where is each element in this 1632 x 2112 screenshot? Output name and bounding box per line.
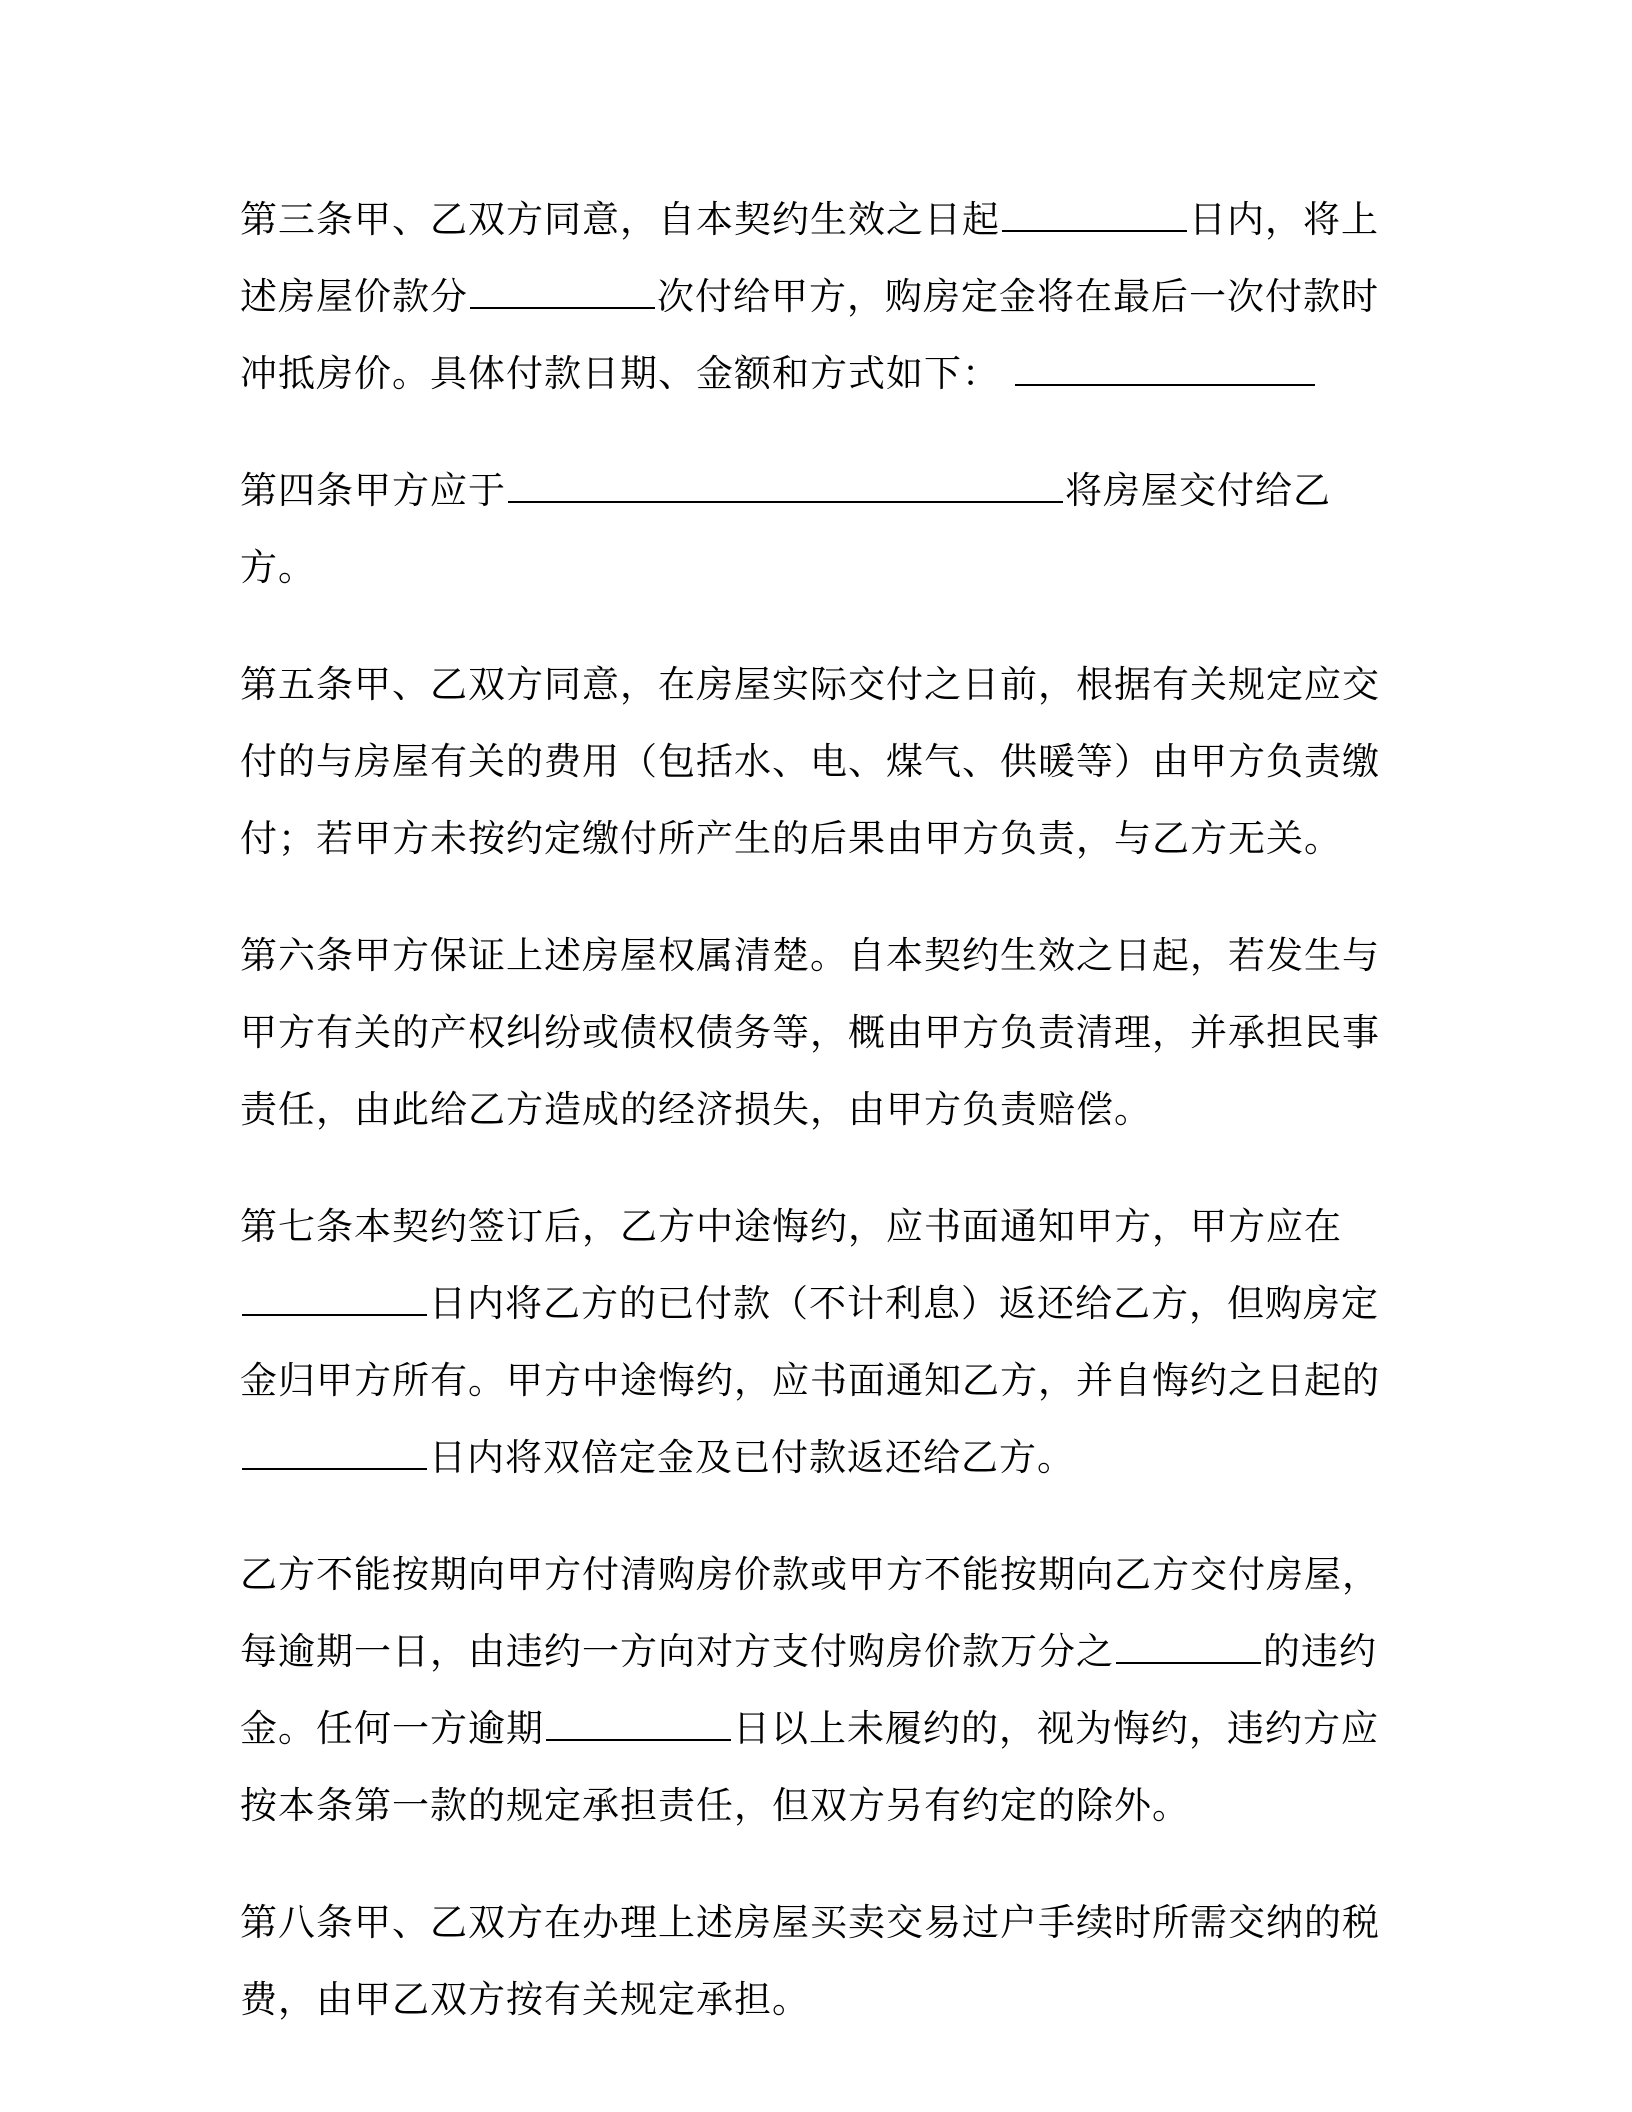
blank-field[interactable] (242, 1442, 427, 1470)
article-8 (240, 1884, 1400, 2038)
blank-field[interactable] (242, 1288, 427, 1316)
article-4-text-b: 将房屋交付给乙方。 (240, 469, 1331, 589)
article-7-text-c: 日内将双倍定金及已付款返还给乙方。 (429, 1436, 1075, 1479)
article-3-text-a: 第三条甲、乙双方同意，自本契约生效之日起 (240, 198, 1000, 241)
blank-field[interactable] (508, 475, 1063, 503)
blank-field[interactable] (1002, 204, 1187, 232)
blank-field[interactable] (470, 281, 655, 309)
article-4 (240, 452, 1400, 606)
blank-field[interactable] (1015, 358, 1315, 386)
article-5-text: 第五条甲、乙双方同意，在房屋实际交付之日前，根据有关规定应交付的与房屋有关的费用（包括水、电、煤气、供暖等）由甲方负责缴付；若甲方未按约定缴付所产生的后果由甲方负责，与乙方无关。 (240, 663, 1380, 860)
article-4-text-a: 第四条甲方应于 (240, 469, 506, 512)
article-3-text-c: 次付给甲方，购房定金将在最后一次付款时冲抵房价。具体付款日期、金额和方式如下： (240, 275, 1379, 395)
article-7-clause-2-text-c: 日以上未履约的，视为悔约，违约方应按本条第一款的规定承担责任，但双方另有约定的除外。 (240, 1707, 1379, 1827)
document-body (240, 181, 1400, 2078)
article-7 (240, 1188, 1400, 1496)
article-8-text: 第八条甲、乙双方在办理上述房屋买卖交易过户手续时所需交纳的税费，由甲乙双方按有关规定承担。 (240, 1901, 1380, 2021)
article-7-clause-2-text-a: 乙方不能按期向甲方付清购房价款或甲方不能按期向乙方交付房屋，每逾期一日，由违约一方向对方支付购房价款万分之 (240, 1553, 1380, 1673)
blank-field[interactable] (546, 1713, 731, 1741)
blank-field[interactable] (1116, 1636, 1261, 1664)
article-7-clause-2 (240, 1536, 1400, 1844)
article-7-text-a: 第七条本契约签订后，乙方中途悔约，应书面通知甲方，甲方应在 (240, 1205, 1342, 1248)
article-6 (240, 917, 1400, 1148)
article-3-text-b: 日内，将上述房屋价款分 (240, 198, 1379, 318)
article-3 (240, 181, 1400, 412)
article-7-clause-2-text-b: 的违约金。任何一方逾期 (240, 1630, 1377, 1750)
article-5 (240, 646, 1400, 877)
article-7-text-b: 日内将乙方的已付款（不计利息）返还给乙方，但购房定金归甲方所有。甲方中途悔约，应书面通知乙方，并自悔约之日起的 (240, 1282, 1380, 1402)
article-6-text: 第六条甲方保证上述房屋权属清楚。自本契约生效之日起，若发生与甲方有关的产权纠纷或债权债务等，概由甲方负责清理，并承担民事责任，由此给乙方造成的经济损失，由甲方负责赔偿。 (240, 934, 1380, 1131)
